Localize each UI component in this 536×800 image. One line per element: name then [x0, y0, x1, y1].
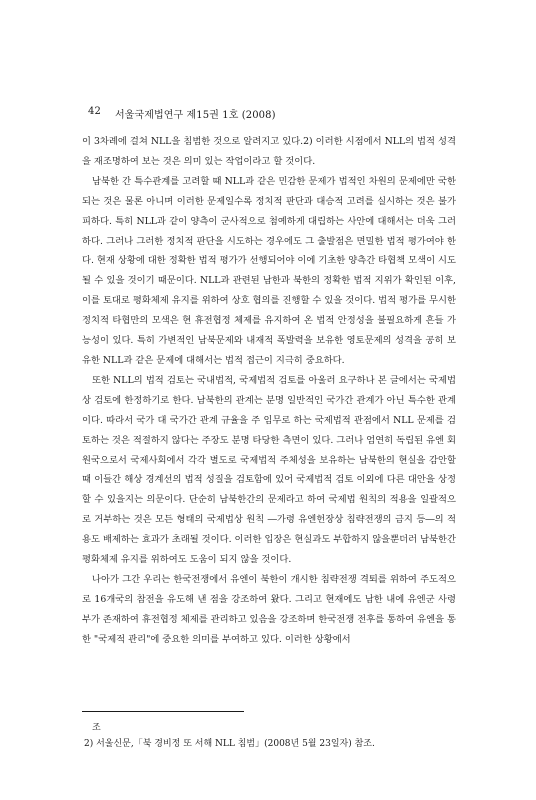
running-title: 서울국제법연구 제15권 1호 (2008): [114, 110, 276, 121]
paragraph: 또한 NLL의 법적 검토는 국내법적, 국제법적 검토를 아울러 요구하나 본 글에서는 국제법상 검토에 한정하기로 한다. 남북한의 관계는 분명 일반적인 국가간 관계가 아닌 특수한 관계이다. 따라서 국가 대 국가간 관계 규율을 주 임무로 하는 국제법적 관점에서 NLL 문제를 검토하는 것은 적절하지 않다는 주장도 분명 타당한 측면이 있다. 그러나 엄연히 독립된 유엔 회원국으로서 국제사회에서 각각 별도로 국제법적 주체성을 보유하는 남북한의 현실을 감안할 때 이들간 해상 경계선의 법적 성질을 검토함에 있어 국제법적 검토 이외에 다른 대안을 상정할 수 있을지는 의문이다. 단순히 남북한간의 문제라고 하여 국제법 원칙의 적용을 일괄적으로 거부하는 것은 모든 형태의 국제법상 원칙 ―가령 유엔헌장상 침략전쟁의 금지 등―의 적용도 배제하는 효과가 초래될 것이다. 이러한 입장은 현실과도 부합하지 않을뿐더러 남북한간 평화체제 유지를 위하여도 도움이 되지 않을 것이다.: [82, 374, 456, 566]
footnote: [84, 720, 458, 752]
body-text: [82, 132, 456, 650]
footnote-divider: [82, 711, 244, 712]
paragraph: 나아가 그간 우리는 한국전쟁에서 유엔이 북한이 개시한 침략전쟁 격퇴를 위하여 주도적으로 16개국의 참전을 유도해 낸 점을 강조하여 왔다. 그리고 현재에도 남한 내에 유엔군 사령부가 존재하여 휴전협정 체제를 관리하고 있음을 강조하며 한국전쟁 전후를 통하여 유엔을 통한 "국제적 관리"에 중요한 의미를 부여하고 있다. 이러한 상황에서: [82, 573, 456, 645]
footnote-2: 2) 서울신문,「북 경비정 또 서해 NLL 침범」(2008년 5월 23일자) 참조.: [84, 739, 375, 749]
page-header: [88, 106, 276, 121]
footnote-continuation: 조: [92, 723, 101, 733]
paragraph-continued: 이 3차례에 걸쳐 NLL을 침범한 것으로 알려지고 있다.2) 이러한 시점에서 NLL의 법적 성격을 재조명하여 보는 것은 의미 있는 작업이라고 할 것이다.: [82, 136, 456, 167]
paragraph: 남북한 간 특수관계를 고려할 때 NLL과 같은 민감한 문제가 법적인 차원의 문제에만 국한되는 것은 물론 아니며 이러한 문제일수록 정치적 판단과 대승적 고려를 실시하는 것은 불가피하다. 특히 NLL과 같이 양측이 군사적으로 첨예하게 대립하는 사안에 대해서는 더욱 그러하다. 그러나 그러한 정치적 판단을 시도하는 경우에도 그 출발점은 면밀한 법적 평가여야 한다. 현재 상황에 대한 정확한 법적 평가가 선행되어야 이에 기초한 양측간 타협책 모색이 시도될 수 있을 것이기 때문이다. NLL과 관련된 남한과 북한의 정확한 법적 지위가 확인된 이후, 이를 토대로 평화체제 유지를 위하여 상호 협의를 진행할 수 있을 것이다. 법적 평가를 무시한 정치적 타협만의 모색은 현 휴전협정 체제를 유지하여 온 법적 안정성을 불필요하게 흔들 가능성이 있다. 특히 가변적인 남북문제와 내재적 폭발력을 보유한 영토문제의 성격을 공히 보유한 NLL과 같은 문제에 대해서는 법적 접근이 지극히 중요하다.: [82, 175, 456, 366]
page-number: 42: [88, 106, 101, 117]
